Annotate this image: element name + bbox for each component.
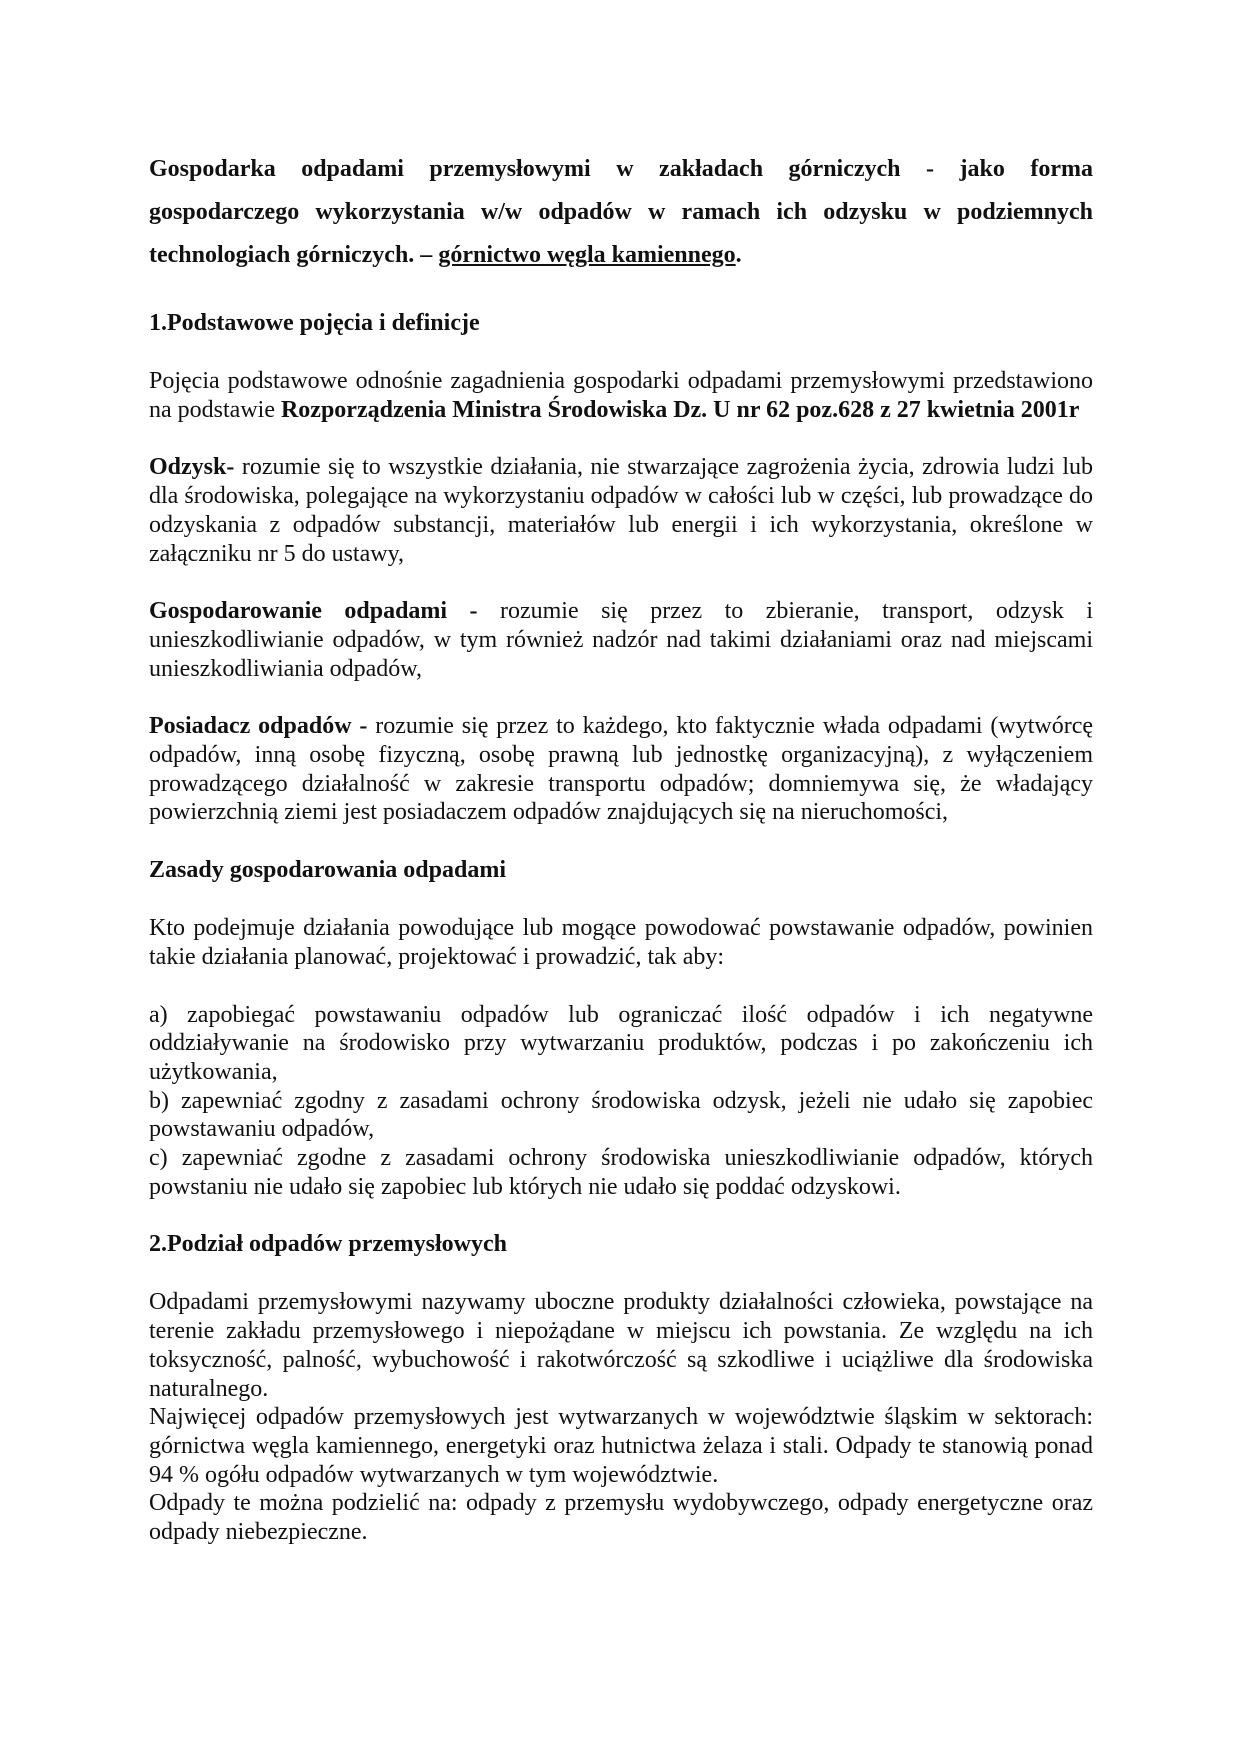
section-2-paragraph: Odpadami przemysłowymi nazywamy uboczne produkty działalności człowieka, powstające na terenie zakładu przemysłowego i niepożądane w miejscu ich powstania. Ze względu na ich toksyczność, palność, wybuchowość i rakotwórczość są szkodliwe i uciążliwe dla środowiska naturalnego.: [149, 1289, 1093, 1402]
definition-text: rozumie się przez to każdego, kto faktycznie włada odpadami (wytwórcę odpadów, inną osobę fizyczną, osobę prawną lub jednostkę organizacyjną), z wyłączeniem prowadzącego działalność w zakresie transportu odpadów; domniemywa się, że władający powierzchnią ziemi jest posiadaczem odpadów znajdujących się na nieruchomości,: [149, 713, 1093, 826]
definition-term: Posiadacz odpadów -: [149, 713, 368, 740]
section-1-intro: [149, 367, 1093, 424]
definition-gospodarowanie: [149, 597, 1093, 683]
zasady-heading: Zasady gospodarowania odpadami: [149, 857, 506, 884]
section-2-heading: 2.Podział odpadów przemysłowych: [149, 1231, 508, 1258]
title-underlined-text: górnictwo węgla kamiennego: [438, 242, 736, 268]
list-item: b) zapewniać zgodny z zasadami ochrony środowiska odzysk, jeżeli nie udało się zapobiec powstawaniu odpadów,: [149, 1087, 1093, 1143]
title-text: Gospodarka odpadami przemysłowymi w zakładach górniczych - jako forma gospodarczego wykorzystania w/w odpadów w ramach ich odzysku w podziemnych technologiach górniczych. –: [149, 156, 1093, 268]
document-title: [149, 148, 1093, 277]
definition-text: rozumie się przez to zbieranie, transport, odzysk i unieszkodliwianie odpadów, w tym również nadzór nad takimi działaniami oraz nad miejscami unieszkodliwiania odpadów,: [149, 598, 1093, 682]
section-2-paragraph: Najwięcej odpadów przemysłowych jest wytwarzanych w województwie śląskim w sektorach: górnictwa węgla kamiennego, energetyki oraz hutnictwa żelaza i stali. Odpady te stanowią ponad 94 % ogółu odpadów wytwarzanych w tym województwie.: [149, 1404, 1093, 1488]
intro-text: Pojęcia podstawowe odnośnie zagadnienia gospodarki odpadami przemysłowymi przedstawiono na podstawie: [149, 368, 1093, 423]
section-1-heading: 1.Podstawowe pojęcia i definicje: [149, 310, 480, 336]
document-page: [149, 148, 1093, 1547]
definition-odzysk: [149, 453, 1093, 568]
definition-term: Odzysk-: [149, 454, 235, 481]
list-item: a) zapobiegać powstawaniu odpadów lub ograniczać ilość odpadów i ich negatywne oddziaływanie na środowisko przy wytwarzaniu produktów, podczas i po zakończeniu ich użytkowania,: [149, 1001, 1093, 1085]
section-2-paragraph: Odpady te można podzielić na: odpady z przemysłu wydobywczego, odpady energetyczne oraz odpady niebezpieczne.: [149, 1490, 1093, 1546]
zasady-intro: Kto podejmuje działania powodujące lub mogące powodować powstawanie odpadów, powinien takie działania planować, projektować i prowadzić, tak aby:: [149, 915, 1093, 970]
definition-text: rozumie się to wszystkie działania, nie stwarzające zagrożenia życia, zdrowia ludzi lub dla środowiska, polegające na wykorzystaniu odpadów w całości lub w części, lub prowadzące do odzyskania z odpadów substancji, materiałów lub energii i ich wykorzystania, określone w załączniku nr 5 do ustawy,: [149, 454, 1093, 567]
definition-term: Gospodarowanie odpadami -: [149, 598, 478, 625]
title-end: .: [735, 242, 742, 268]
list-item: c) zapewniać zgodne z zasadami ochrony środowiska unieszkodliwianie odpadów, których powstaniu nie udało się zapobiec lub których nie udało się poddać odzyskowi.: [149, 1145, 1093, 1200]
definition-posiadacz: [149, 712, 1093, 827]
intro-bold-text: Rozporządzenia Ministra Środowiska Dz. U nr 62 poz.628 z 27 kwietnia 2001r: [280, 396, 1080, 423]
